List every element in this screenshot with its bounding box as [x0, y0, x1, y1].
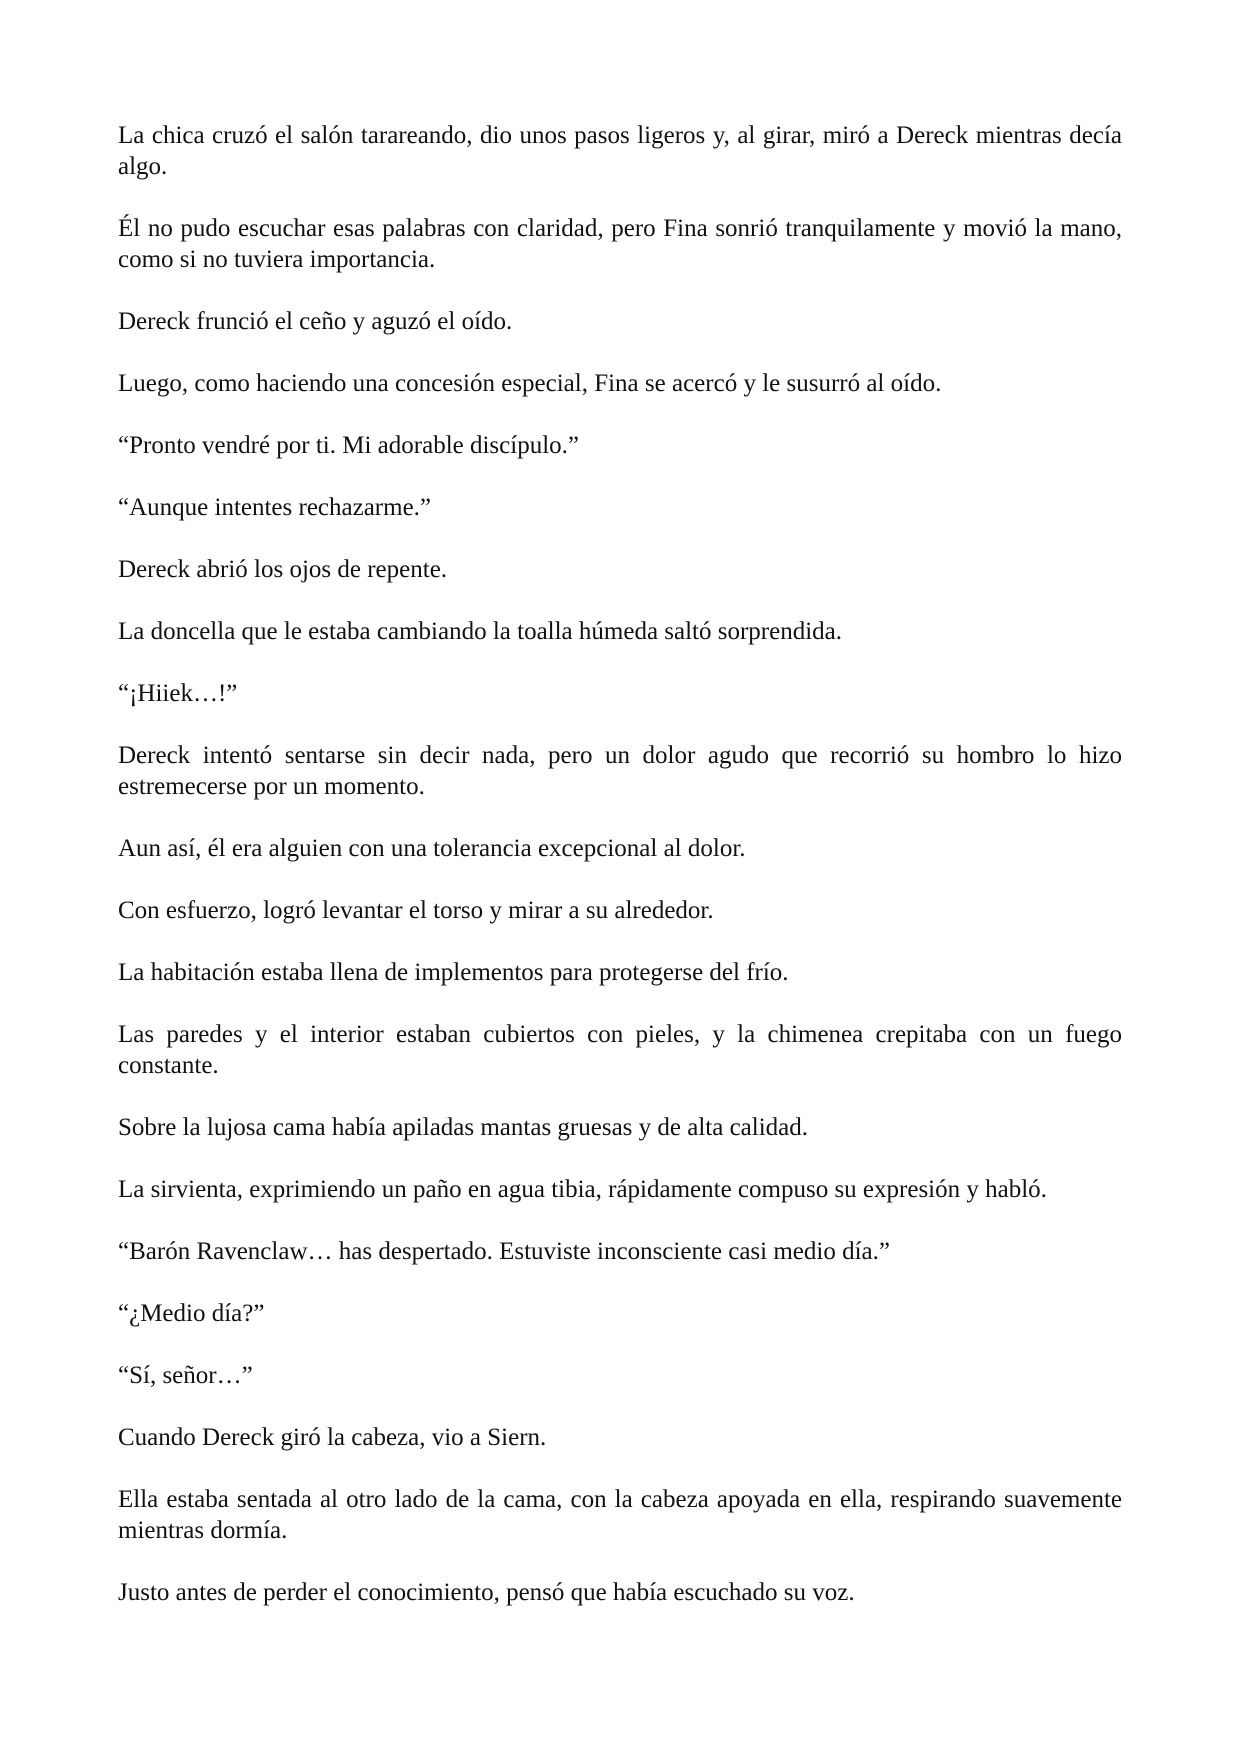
paragraph: “¡Hiiek…!” [118, 680, 238, 707]
paragraph: Las paredes y el interior estaban cubiertos con pieles, y la chimenea crepitaba con un fuego constante. [118, 1021, 1122, 1079]
paragraph: Justo antes de perder el conocimiento, pensó que había escuchado su voz. [118, 1579, 855, 1606]
paragraph: “¿Medio día?” [118, 1300, 265, 1327]
paragraph: Dereck abrió los ojos de repente. [118, 556, 448, 583]
paragraph: “Barón Ravenclaw… has despertado. Estuviste inconsciente casi medio día.” [118, 1238, 890, 1265]
paragraph: Dereck intentó sentarse sin decir nada, pero un dolor agudo que recorrió su hombro lo hizo estremecerse por un momento. [118, 742, 1122, 800]
paragraph: Luego, como haciendo una concesión especial, Fina se acercó y le susurró al oído. [118, 370, 942, 397]
paragraph: Sobre la lujosa cama había apiladas mantas gruesas y de alta calidad. [118, 1114, 809, 1141]
paragraph: La doncella que le estaba cambiando la toalla húmeda saltó sorprendida. [118, 618, 843, 645]
paragraph: Cuando Dereck giró la cabeza, vio a Siern. [118, 1424, 547, 1451]
paragraph: Dereck frunció el ceño y aguzó el oído. [118, 308, 513, 335]
paragraph: “Sí, señor…” [118, 1362, 253, 1389]
paragraph: La chica cruzó el salón tarareando, dio unos pasos ligeros y, al girar, miró a Dereck mientras decía algo. [118, 122, 1122, 180]
paragraph: “Aunque intentes rechazarme.” [118, 494, 432, 521]
paragraph: Él no pudo escuchar esas palabras con claridad, pero Fina sonrió tranquilamente y movió la mano, como si no tuviera importancia. [118, 215, 1122, 273]
paragraph: La sirvienta, exprimiendo un paño en agua tibia, rápidamente compuso su expresión y habló. [118, 1176, 1047, 1203]
paragraph: “Pronto vendré por ti. Mi adorable discípulo.” [118, 432, 579, 459]
paragraph: La habitación estaba llena de implementos para protegerse del frío. [118, 959, 789, 986]
paragraph: Con esfuerzo, logró levantar el torso y mirar a su alrededor. [118, 897, 714, 924]
paragraph: Aun así, él era alguien con una tolerancia excepcional al dolor. [118, 835, 746, 862]
document-page [118, 120, 1122, 1608]
paragraph: Ella estaba sentada al otro lado de la cama, con la cabeza apoyada en ella, respirando suavemente mientras dormía. [118, 1486, 1122, 1544]
